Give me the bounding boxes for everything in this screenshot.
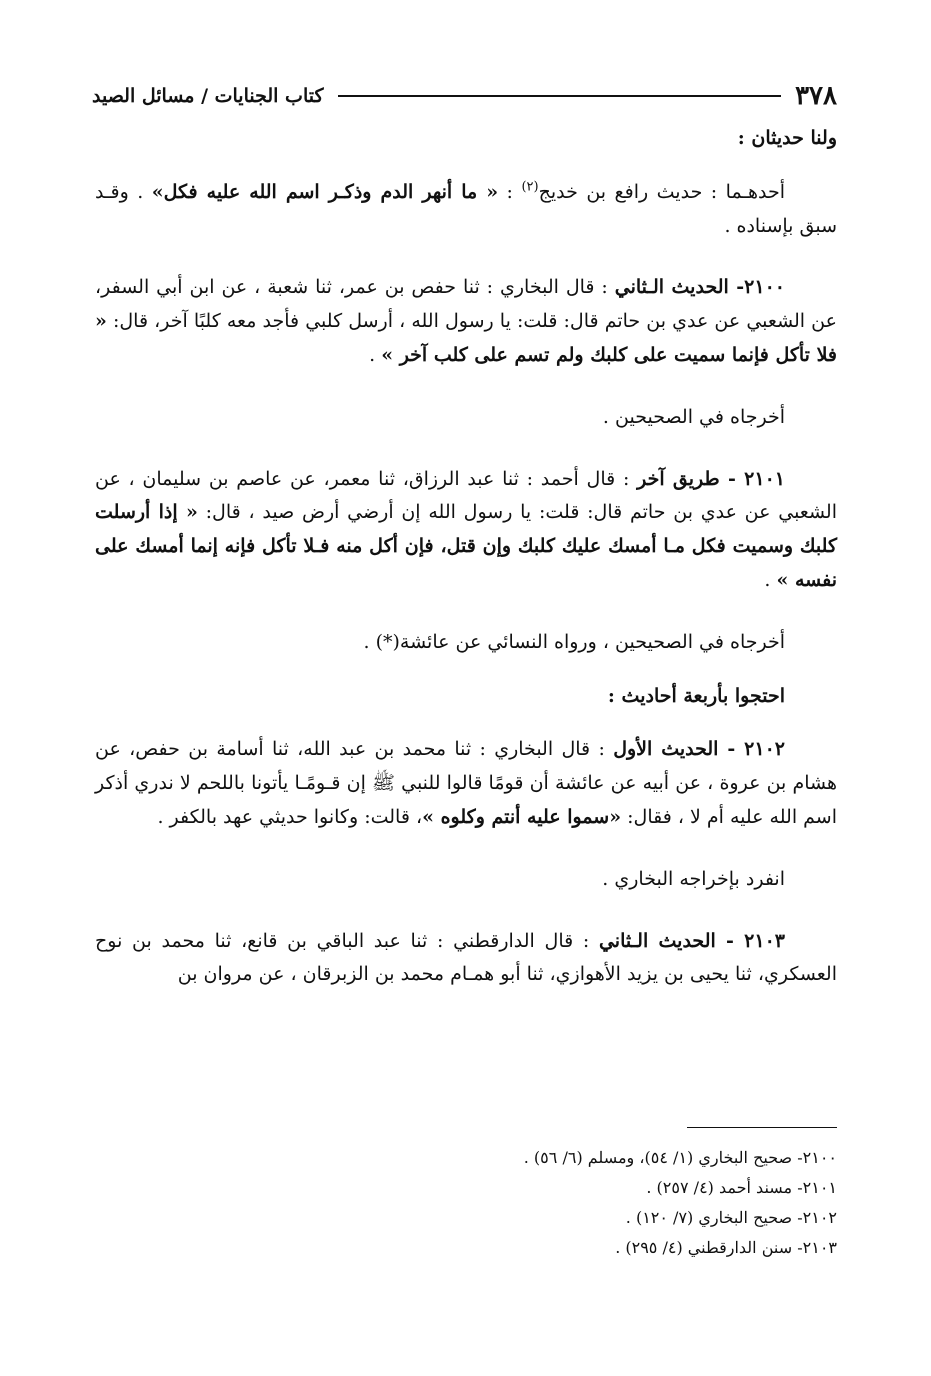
footnotes bbox=[94, 1143, 837, 1263]
paragraph-text: . bbox=[764, 568, 777, 591]
paragraph-hadith-2101 bbox=[95, 463, 837, 598]
paragraph-text: : قال البخاري : ثنا محمد بن عبد الله، ثنا أسامة بن حفص، عن هشام بن عروة ، عن أبيه عن عائشة أن قومًا قالوا للنبي ﷺ إن قـومًـا يأتونا باللحم لا ندري أذكر اسم الله عليه أم لا ، فقال: bbox=[95, 738, 837, 828]
hadith-quote: « ما أنهر الدم وذكـر اسم الله عليه فكل» bbox=[151, 180, 499, 203]
footnote-item: ٢١٠٢- صحيح البخاري (٧/ ١٢٠) . bbox=[625, 1208, 837, 1227]
hadith-quote: « فلا تأكل فإنما سميت على كلبك ولم تسم على كلب آخر » bbox=[95, 310, 837, 366]
paragraph-hadith-2103 bbox=[95, 925, 837, 993]
paragraph-hadith-2102 bbox=[95, 733, 837, 834]
footnote-marker: (٢) bbox=[521, 179, 539, 195]
page-number: ٣٧٨ bbox=[795, 81, 837, 111]
section-heading-four-hadiths: احتجوا بأربعة أحاديث : bbox=[607, 684, 785, 707]
paragraph-text: . bbox=[369, 343, 382, 366]
paragraph-text: . وقـد سبق بإسناده . bbox=[95, 180, 837, 237]
paragraph-text: ، قالت: وكانوا حديثي عهد بالكفر . bbox=[157, 805, 423, 828]
paragraph-takhrij-2100: أخرجاه في الصحيحين . bbox=[602, 405, 785, 428]
footnote-separator bbox=[687, 1127, 837, 1128]
hadith-number-label: ٢١٠١ - طريق آخر bbox=[637, 467, 785, 490]
section-heading-two-hadiths: ولنا حديثان : bbox=[737, 127, 837, 149]
hadith-number-label: ٢١٠٣ - الحديث الـثاني bbox=[598, 929, 785, 952]
hadith-number-label: ٢١٠٠- الحديث الـثاني bbox=[614, 276, 785, 299]
paragraph-takhrij-2101: أخرجاه في الصحيحين ، ورواه النسائي عن عائشة(*) . bbox=[363, 630, 785, 653]
paragraph-text: : bbox=[498, 180, 522, 203]
footnote-item: ٢١٠١- مسند أحمد (٤/ ٢٥٧) . bbox=[646, 1178, 837, 1197]
hadith-quote: «سموا عليه أنتم وكلوه » bbox=[422, 805, 622, 828]
paragraph-text: : قال أحمد : ثنا عبد الرزاق، ثنا معمر، عن عاصم بن سليمان ، عن الشعبي عن عدي بن حاتم قال: قلت: يا رسول الله إن أرضي أرض صيد ، قال: bbox=[95, 467, 837, 524]
running-title: كتاب الجنايات / مسائل الصيد bbox=[92, 85, 324, 107]
paragraph-takhrij-2102: انفرد بإخراجه البخاري . bbox=[602, 867, 785, 890]
page-header bbox=[92, 78, 837, 114]
body-text bbox=[95, 122, 837, 992]
footnote-item: ٢١٠٠- صحيح البخاري (١/ ٥٤)، ومسلم (٦/ ٥٦) . bbox=[523, 1148, 837, 1167]
header-rule bbox=[338, 95, 782, 97]
paragraph-text: أحدهـما : حديث رافع بن خديج bbox=[538, 180, 786, 203]
paragraph-hadith-2100 bbox=[95, 271, 837, 372]
paragraph-text: : قال الدارقطني : ثنا عبد الباقي بن قانع، ثنا محمد بن نوح العسكري، ثنا يحيى بن يزيد الأهوازي، ثنا أبو همـام محمد بن الزبرقان ، عن مروان بن bbox=[95, 929, 837, 986]
footnote-item: ٢١٠٣- سنن الدارقطني (٤/ ٢٩٥) . bbox=[615, 1238, 837, 1257]
hadith-quote: « إذا أرسلت كلبك وسميت فكل مـا أمسك عليك كلبك وإن قتل، فإن أكل منه فـلا تأكل فإنه إنما أمسك على نفسه » bbox=[95, 501, 837, 591]
paragraph-first-hadith bbox=[95, 176, 837, 244]
hadith-number-label: ٢١٠٢ - الحديث الأول bbox=[613, 738, 785, 761]
paragraph-text: : قال البخاري : ثنا حفص بن عمر، ثنا شعبة ، عن ابن أبي السفر، عن الشعبي عن عدي بن حاتم قال: قلت: يا رسول الله ، أرسل كلبي فأجد معه كلبًا آخر، قال: bbox=[95, 276, 837, 333]
